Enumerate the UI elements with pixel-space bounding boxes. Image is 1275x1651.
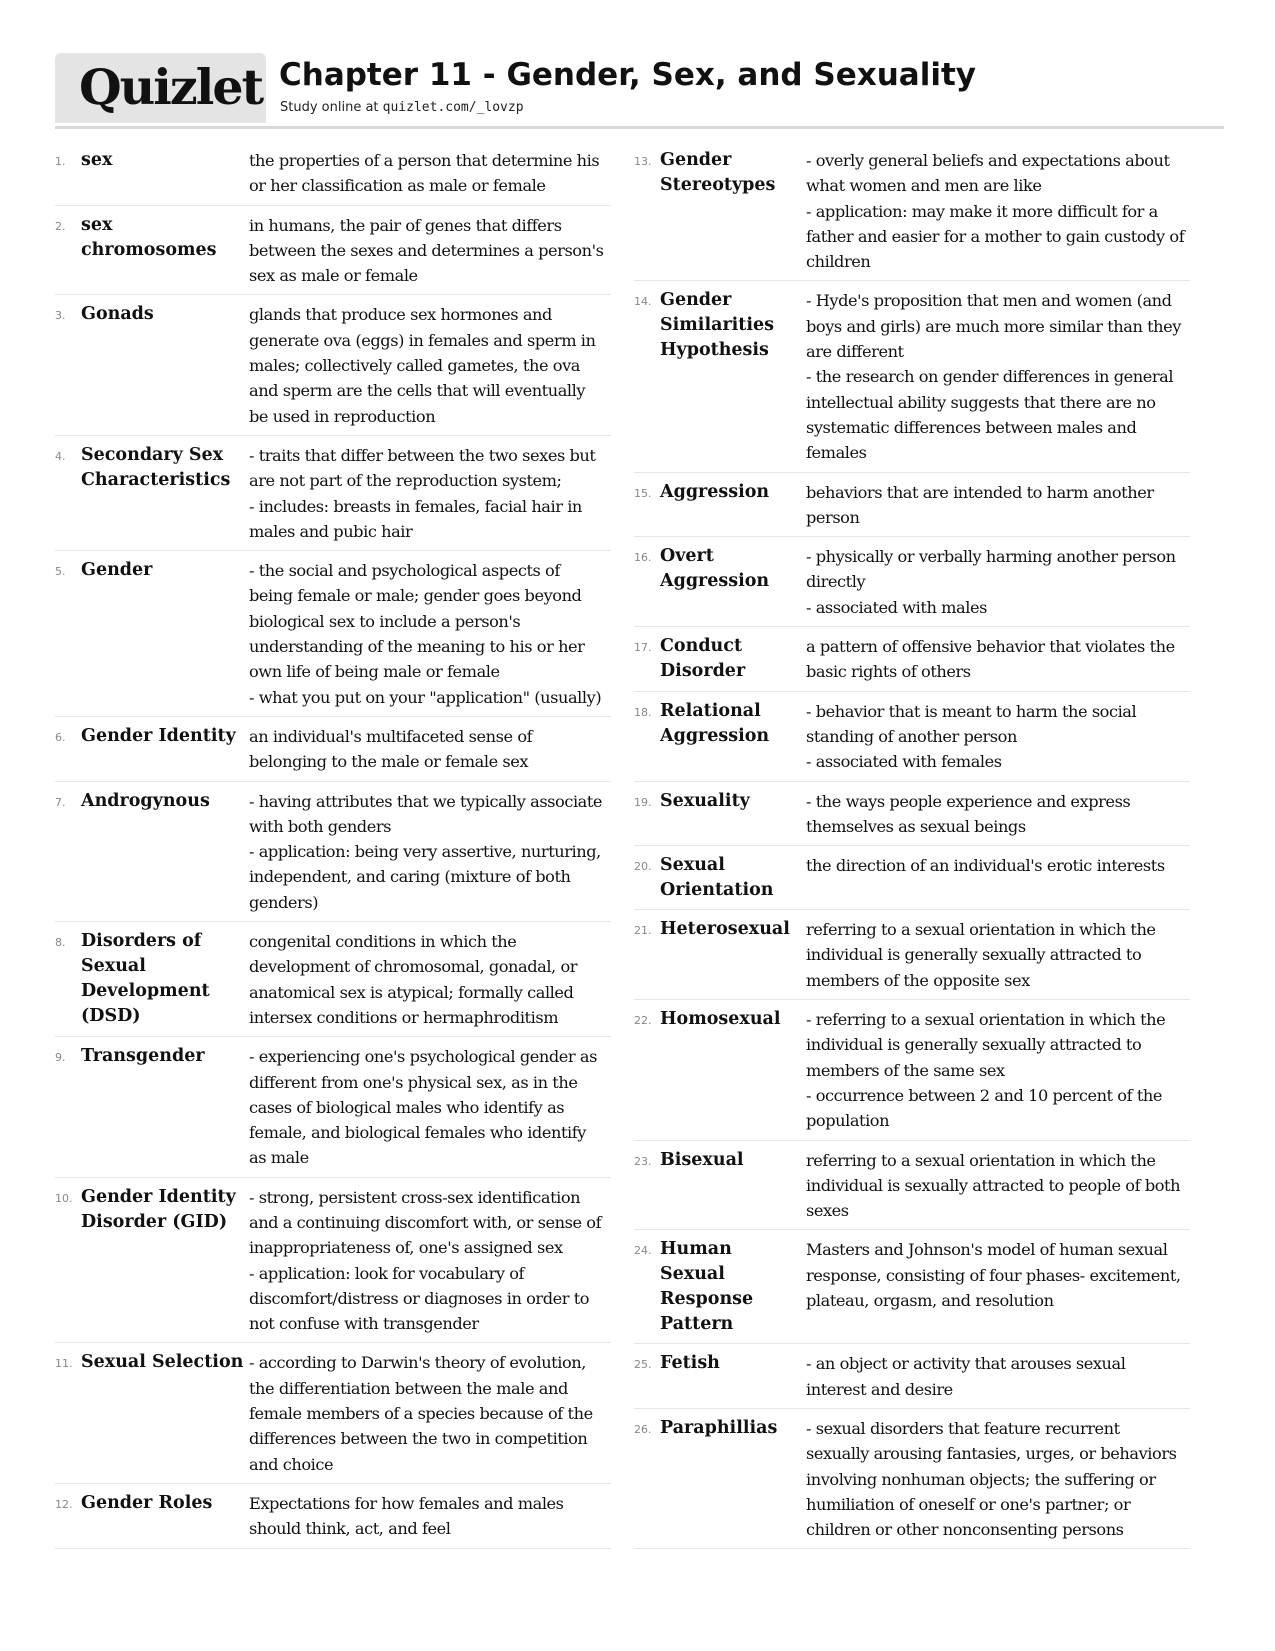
term-definition: - strong, persistent cross-sex identification and a continuing discomfort with, or sense of inappropriateness of, one's assigned sex - application: look for vocabulary of discomfort/distress or diagnoses in order to not confuse with transgender: [249, 1187, 602, 1334]
term-name: Transgender: [81, 1046, 205, 1067]
quizlet-logo[interactable]: [55, 53, 266, 123]
term-name: sex chromosomes: [81, 214, 217, 260]
term-row: [634, 695, 1190, 782]
term-row: [634, 785, 1190, 847]
term-definition: a pattern of offensive behavior that violates the basic rights of others: [806, 637, 1175, 682]
term-name: Gender: [81, 560, 153, 581]
term-number: 22.: [634, 1014, 652, 1028]
page-title: Chapter 11 - Gender, Sex, and Sexuality: [279, 57, 977, 93]
term-row: [634, 1144, 1190, 1231]
term-number: 1.: [55, 155, 66, 168]
term-number: 24.: [634, 1244, 652, 1258]
term-name: Aggression: [660, 481, 770, 502]
left-term-column: [55, 144, 611, 1552]
term-definition: Expectations for how females and males should think, act, and feel: [249, 1493, 564, 1539]
term-number: 10.: [55, 1191, 73, 1205]
term-name: Gender Identity: [81, 725, 236, 746]
term-definition: - sexual disorders that feature recurrent sexually arousing fantasies, urges, or behaviors involving nonhuman objects; the suffering or humiliation of oneself or one's partner; or children or other nonconsenting persons: [806, 1418, 1177, 1540]
study-online-line: [280, 99, 524, 117]
term-row: [634, 1412, 1190, 1549]
term-name: Relational Aggression: [660, 700, 770, 746]
term-number: 21.: [634, 924, 652, 938]
term-definition: Masters and Johnson's model of human sexual response, consisting of four phases- excitement, plateau, orgasm, and resolution: [806, 1240, 1181, 1310]
term-name: Gender Roles: [81, 1492, 213, 1513]
term-row: [634, 144, 1190, 281]
term-row: [55, 209, 611, 296]
term-number: 20.: [634, 860, 652, 874]
term-name: Bisexual: [660, 1149, 744, 1170]
term-definition: in humans, the pair of genes that differs between the sexes and determines a person's sex as male or female: [249, 215, 604, 286]
term-name: Homosexual: [660, 1009, 781, 1030]
term-row: [55, 785, 611, 922]
term-number: 6.: [55, 730, 66, 744]
term-number: 4.: [55, 449, 66, 463]
term-number: 3.: [55, 309, 66, 323]
term-name: Sexuality: [660, 790, 750, 811]
term-definition: - Hyde's proposition that men and women (and boys and girls) are much more similar than they are different - the research on gender differences in general intellectual ability suggests that there are no systematic differences between males and females: [806, 291, 1181, 463]
term-definition: - the ways people experience and express themselves as sexual beings: [806, 791, 1131, 836]
term-number: 17.: [634, 641, 652, 655]
term-name: Secondary Sex Characteristics: [81, 444, 231, 490]
term-number: 8.: [55, 936, 66, 950]
logo-text: Quizlet: [79, 58, 263, 116]
term-definition: congenital conditions in which the development of chromosomal, gonadal, or anatomical sex is atypical; formally called intersex conditions or hermaphroditism: [249, 932, 578, 1027]
term-number: 23.: [634, 1154, 652, 1168]
term-name: Fetish: [660, 1353, 720, 1374]
term-name: Human Sexual Response Pattern: [660, 1239, 754, 1335]
term-definition: referring to a sexual orientation in which the individual is generally sexually attracted to members of the opposite sex: [806, 920, 1156, 990]
term-name: Gonads: [81, 304, 154, 325]
term-row: [55, 439, 611, 551]
term-number: 5.: [55, 565, 66, 579]
term-name: Sexual Selection: [81, 1352, 244, 1373]
term-definition: - the social and psychological aspects of being female or male; gender goes beyond biological sex to include a person's understanding of the meaning to his or her own life of being male or female - what you put on your "application" (usually): [249, 561, 602, 707]
term-name: Androgynous: [81, 790, 210, 811]
term-number: 12.: [55, 1497, 73, 1511]
term-name: Gender Stereotypes: [660, 150, 776, 195]
term-definition: the direction of an individual's erotic interests: [806, 856, 1165, 876]
term-definition: - according to Darwin's theory of evolution, the differentiation between the male and female members of a species because of the differences between the two in competition and choice: [249, 1353, 593, 1474]
term-name: sex: [81, 150, 113, 170]
term-number: 14.: [634, 295, 652, 309]
term-number: 26.: [634, 1422, 652, 1436]
term-definition: an individual's multifaceted sense of belonging to the male or female sex: [249, 726, 533, 772]
term-definition: behaviors that are intended to harm another person: [806, 482, 1154, 527]
term-row: [55, 298, 611, 435]
term-row: [634, 913, 1190, 1000]
term-name: Conduct Disorder: [660, 636, 746, 682]
term-definition: - overly general beliefs and expectations about what women and men are like - application: may make it more difficult for a father and easier for a mother to gain custody of children: [806, 151, 1185, 272]
term-row: [634, 284, 1190, 472]
term-definition: glands that produce sex hormones and generate ova (eggs) in females and sperm in males; collectively called gametes, the ova and sperm are the cells that will eventually be used in reproduction: [249, 305, 596, 426]
term-number: 15.: [634, 486, 652, 500]
term-name: Gender Identity Disorder (GID): [81, 1186, 236, 1232]
term-row: [55, 1487, 611, 1549]
page-header: [55, 53, 1224, 129]
term-row: [55, 1181, 611, 1344]
right-term-column: [634, 144, 1190, 1552]
term-name: Overt Aggression: [660, 546, 770, 592]
term-row: [55, 144, 611, 206]
term-name: Paraphillias: [660, 1417, 778, 1438]
term-number: 16.: [634, 551, 652, 565]
term-row: [634, 630, 1190, 692]
term-number: 2.: [55, 219, 66, 233]
term-definition: - physically or verbally harming another person directly - associated with males: [806, 547, 1176, 617]
term-row: [634, 849, 1190, 910]
term-name: Sexual Orientation: [660, 855, 774, 901]
term-definition: - traits that differ between the two sexes but are not part of the reproduction system; - includes: breasts in females, facial hair in males and pubic hair: [249, 445, 596, 541]
study-url-link[interactable]: quizlet.com/_lovzp: [382, 100, 524, 115]
term-name: Heterosexual: [660, 919, 790, 940]
term-definition: - referring to a sexual orientation in which the individual is generally sexually attracted to members of the same sex - occurrence between 2 and 10 percent of the population: [806, 1010, 1166, 1131]
term-name: Gender Similarities Hypothesis: [660, 290, 775, 361]
term-row: [55, 554, 611, 717]
term-row: [634, 476, 1190, 538]
term-row: [634, 1003, 1190, 1140]
term-number: 9.: [55, 1051, 66, 1065]
term-row: [55, 1040, 611, 1177]
term-number: 19.: [634, 795, 652, 809]
term-number: 18.: [634, 705, 652, 719]
term-row: [634, 1347, 1190, 1409]
term-definition: - behavior that is meant to harm the social standing of another person - associated with females: [806, 701, 1137, 772]
term-definition: - experiencing one's psychological gender as different from one's physical sex, as in the cases of biological males who identify as female, and biological females who identify as male: [249, 1047, 597, 1168]
term-definition: the properties of a person that determine his or her classification as male or female: [249, 151, 600, 196]
term-number: 13.: [634, 155, 652, 168]
term-number: 25.: [634, 1358, 652, 1372]
term-name: Disorders of Sexual Development (DSD): [81, 931, 210, 1027]
term-row: [634, 540, 1190, 627]
term-definition: referring to a sexual orientation in which the individual is sexually attracted to people of both sexes: [806, 1150, 1181, 1221]
term-definition: - having attributes that we typically associate with both genders - application: being very assertive, nurturing, independent, and caring (mixture of both genders): [249, 791, 603, 912]
term-row: [634, 1233, 1190, 1344]
term-definition: - an object or activity that arouses sexual interest and desire: [806, 1354, 1126, 1399]
term-row: [55, 1346, 611, 1483]
term-number: 11.: [55, 1357, 73, 1371]
term-row: [55, 925, 611, 1037]
term-row: [55, 720, 611, 782]
study-prefix: Study online at: [280, 100, 383, 115]
term-number: 7.: [55, 795, 66, 809]
